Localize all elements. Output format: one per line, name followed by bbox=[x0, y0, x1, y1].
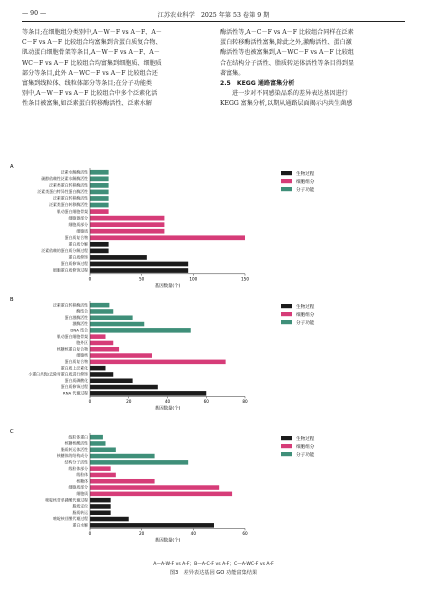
category-label: 嘧啶核苷单磷酸代谢过程 bbox=[45, 497, 88, 503]
bar bbox=[90, 249, 109, 254]
category-label: 泛素水解酶活性 bbox=[60, 169, 88, 175]
body-line: 酶活性等,A－C－F vs A－F 比较组合同样在泛素 bbox=[220, 29, 354, 36]
x-tick-label: 60 bbox=[203, 399, 209, 404]
bar bbox=[90, 262, 188, 267]
bar bbox=[90, 473, 116, 478]
x-tick-label: 150 bbox=[241, 276, 249, 282]
legend-label: 生物过程 bbox=[296, 171, 315, 177]
category-label: 细胞质部分 bbox=[68, 484, 88, 490]
body-line: KEGG 富集分析,以期从通路层面揭示内共生菌感 bbox=[220, 100, 353, 108]
section-heading: 2.5 KEGG 通路富集分析 bbox=[220, 80, 295, 88]
go-chart-c bbox=[10, 428, 390, 556]
body-line: WC－F vs A－F 比较组合均富集到细胞质、细胞质 bbox=[22, 59, 162, 67]
body-line: 进一步对不同感染品系的差异表达基因进行 bbox=[232, 90, 348, 98]
category-label: 泛素类蛋白特异性蛋白酶活性 bbox=[37, 189, 88, 195]
panel-label: C bbox=[10, 429, 14, 435]
bar bbox=[90, 334, 106, 339]
bar bbox=[90, 229, 164, 234]
bar bbox=[90, 309, 113, 314]
figure-caption: 图3 差异表达基因 GO 功能富集结果 bbox=[169, 570, 258, 576]
right-column bbox=[220, 28, 405, 110]
x-tick-label: 40 bbox=[164, 399, 171, 404]
category-label: 细胞质 bbox=[76, 228, 88, 234]
x-axis-label: 基因数量(个) bbox=[154, 283, 181, 289]
bar bbox=[90, 435, 103, 440]
bar bbox=[90, 385, 158, 390]
bar bbox=[90, 441, 106, 446]
category-label: 线粒体蛋白 bbox=[68, 434, 88, 440]
bar bbox=[90, 303, 109, 308]
category-label: 胞外区 bbox=[76, 340, 88, 346]
category-label: 细胞器部分 bbox=[68, 215, 88, 221]
x-tick-label: 80 bbox=[242, 399, 248, 404]
body-line: 富集到线粒体、线粒体部分等条目;在分子功能类 bbox=[22, 80, 153, 88]
body-line: 蛋白转移酶活性富集,除此之外,激酶活性、蛋白激 bbox=[220, 39, 352, 47]
bar bbox=[90, 498, 111, 503]
x-tick-label: 0 bbox=[88, 276, 92, 282]
bar bbox=[90, 347, 119, 352]
legend-swatch-bio-process bbox=[281, 436, 292, 440]
x-tick-label: 20 bbox=[126, 399, 132, 404]
category-label: 细胞核 bbox=[76, 352, 88, 358]
x-tick-label: 40 bbox=[190, 531, 197, 536]
bar bbox=[90, 235, 245, 240]
bar bbox=[90, 203, 109, 208]
bar bbox=[90, 391, 206, 396]
body-line: 性条目被富集,如泛素蛋白转移酶活性、泛素水解 bbox=[22, 100, 152, 108]
category-label: 脂质转运体活性 bbox=[60, 446, 88, 452]
category-label: 蛋白质复合物 bbox=[64, 358, 88, 364]
legend-label: 分子功能 bbox=[296, 320, 315, 326]
bar bbox=[90, 222, 164, 227]
legend-label: 分子功能 bbox=[296, 187, 315, 193]
category-label: 线粒体 bbox=[76, 472, 88, 478]
category-label: 核糖核蛋白复合物 bbox=[56, 346, 88, 352]
category-label: 蛋白质修饰 bbox=[68, 254, 88, 260]
x-axis-label: 基因数量(个) bbox=[154, 538, 181, 544]
category-label: 蛋白质上泛素化 bbox=[60, 365, 88, 371]
bar bbox=[90, 378, 133, 383]
category-label: 细胞蛋白质修饰过程 bbox=[52, 267, 88, 273]
bar bbox=[90, 196, 109, 201]
bar bbox=[90, 242, 109, 247]
category-label: 蛋白激酶活性 bbox=[64, 314, 88, 320]
body-line: 等条目;在细胞组分类别中,A－W－F vs A－F、A－ bbox=[22, 29, 162, 36]
legend-swatch-mol-function bbox=[281, 452, 292, 456]
bar bbox=[90, 460, 188, 465]
body-line: C－F vs A－F 比较组合均富集到含蛋白质复合物、 bbox=[22, 39, 162, 47]
category-label: 蛋白质分解 bbox=[68, 241, 88, 247]
legend-label: 细胞组分 bbox=[296, 312, 315, 318]
x-tick-label: 60 bbox=[242, 531, 248, 536]
category-label: 泛素类蛋白转移酶活性 bbox=[49, 182, 88, 188]
bar bbox=[90, 454, 155, 459]
legend-swatch-mol-function bbox=[281, 187, 292, 191]
bar bbox=[90, 328, 191, 333]
bar bbox=[90, 341, 113, 346]
bar bbox=[90, 315, 133, 320]
bar bbox=[90, 190, 109, 195]
x-tick-label: 50 bbox=[138, 276, 145, 282]
left-column bbox=[22, 28, 207, 110]
figure-conditions: A—A-W-F vs A-F；B—A-C-F vs A-F；C—A-WC-F vs A-F bbox=[153, 562, 274, 567]
category-label: 小蛋白共轭/去除对蛋白质进行修饰 bbox=[28, 371, 88, 377]
bar bbox=[90, 353, 152, 358]
bar bbox=[90, 466, 111, 471]
bar bbox=[90, 209, 109, 214]
category-label: 脂质定位 bbox=[72, 503, 88, 509]
bar bbox=[90, 255, 147, 260]
bar bbox=[90, 360, 226, 365]
panel-label: A bbox=[10, 164, 14, 170]
bar bbox=[90, 492, 232, 497]
x-tick-label: 0 bbox=[88, 399, 92, 404]
x-tick-label: 0 bbox=[88, 531, 92, 536]
legend-swatch-cell-component bbox=[281, 312, 292, 316]
category-label: 泛素依赖的蛋白质分解过程 bbox=[41, 248, 88, 254]
category-label: 蛋白质修饰过程 bbox=[60, 261, 88, 267]
category-label: 硫醇依赖性泛素水解酶活性 bbox=[41, 176, 88, 182]
bar bbox=[90, 372, 113, 377]
legend-swatch-cell-component bbox=[281, 444, 292, 448]
category-label: 核糖体 bbox=[76, 478, 88, 484]
legend-label: 细胞组分 bbox=[296, 444, 315, 450]
category-label: DNA 结合 bbox=[70, 327, 88, 333]
category-label: 结构分子活性 bbox=[64, 459, 88, 465]
category-label: 肌动蛋白细胞骨架 bbox=[56, 208, 88, 214]
bar bbox=[90, 447, 116, 452]
category-label: 激酶活性 bbox=[72, 321, 88, 327]
page-number: — 90 — bbox=[22, 10, 47, 17]
legend-swatch-bio-process bbox=[281, 171, 292, 175]
journal-title: 江苏农业科学 2025 年第 53 卷第 9 期 bbox=[157, 12, 270, 19]
category-label: 蛋白质磷酸化 bbox=[64, 377, 88, 383]
category-label: 泛素类蛋白转移酶活性 bbox=[49, 202, 88, 208]
legend-label: 分子功能 bbox=[296, 452, 315, 458]
bar bbox=[90, 510, 111, 515]
x-tick-label: 100 bbox=[189, 276, 198, 282]
category-label: 蛋白质复合物 bbox=[64, 234, 88, 240]
legend-label: 细胞组分 bbox=[296, 179, 315, 185]
header-rule bbox=[22, 21, 405, 22]
body-line: 著富集。 bbox=[220, 69, 245, 77]
category-label: 细胞质 bbox=[76, 490, 88, 496]
bar bbox=[90, 268, 188, 273]
bar bbox=[90, 170, 109, 175]
category-label: 酶结合 bbox=[76, 308, 88, 314]
category-label: 线粒体部分 bbox=[68, 465, 88, 471]
body-line: 别中,A－W－F vs A－F 比较组合中多个泛素化活 bbox=[22, 90, 158, 98]
legend-swatch-mol-function bbox=[281, 320, 292, 324]
bar bbox=[90, 485, 219, 490]
category-label: 蛋白水解 bbox=[72, 522, 88, 528]
body-line: 肌动蛋白细胞骨架等条目,A－W－F vs A－F、A－ bbox=[22, 49, 160, 57]
category-label: RNA 代谢过程 bbox=[62, 390, 88, 396]
category-label: 嘧啶核苷酸代谢过程 bbox=[52, 516, 88, 522]
category-label: 核糖核酸活性 bbox=[64, 440, 88, 446]
go-chart-a bbox=[10, 163, 390, 293]
category-label: 脂质转运 bbox=[72, 509, 88, 515]
legend-swatch-cell-component bbox=[281, 179, 292, 183]
body-line: 酶活性等也被富集到,A－WC－F vs A－F 比较组 bbox=[220, 49, 354, 57]
bar bbox=[90, 517, 129, 522]
category-label: 蛋白质修饰过程 bbox=[60, 384, 88, 390]
category-label: 细胞质部分 bbox=[68, 221, 88, 227]
legend-swatch-bio-process bbox=[281, 304, 292, 308]
body-line: 合在结构分子活性、脂质转运体活性等条目得到显 bbox=[220, 59, 355, 67]
bar bbox=[90, 479, 155, 484]
category-label: 泛素蛋白转移酶活性 bbox=[52, 302, 88, 308]
category-label: 肌动蛋白细胞骨架 bbox=[56, 333, 88, 339]
bar bbox=[90, 183, 109, 188]
category-label: 核糖体的结构成分 bbox=[56, 453, 88, 459]
x-axis-label: 基因数量(个) bbox=[154, 406, 181, 412]
x-tick-label: 20 bbox=[138, 531, 145, 536]
category-label: 泛素蛋白转移酶活性 bbox=[52, 195, 88, 201]
bar bbox=[90, 523, 214, 528]
bar bbox=[90, 176, 109, 181]
panel-label: B bbox=[10, 297, 14, 303]
legend-label: 生物过程 bbox=[296, 436, 315, 442]
body-line: 部分等条目,此外 A－WC－F vs A－F 比较组合还 bbox=[22, 69, 158, 77]
go-chart-b bbox=[10, 296, 390, 424]
bar bbox=[90, 504, 111, 509]
legend-label: 生物过程 bbox=[296, 304, 315, 310]
bar bbox=[90, 216, 164, 221]
bar bbox=[90, 322, 144, 327]
bar bbox=[90, 366, 106, 371]
